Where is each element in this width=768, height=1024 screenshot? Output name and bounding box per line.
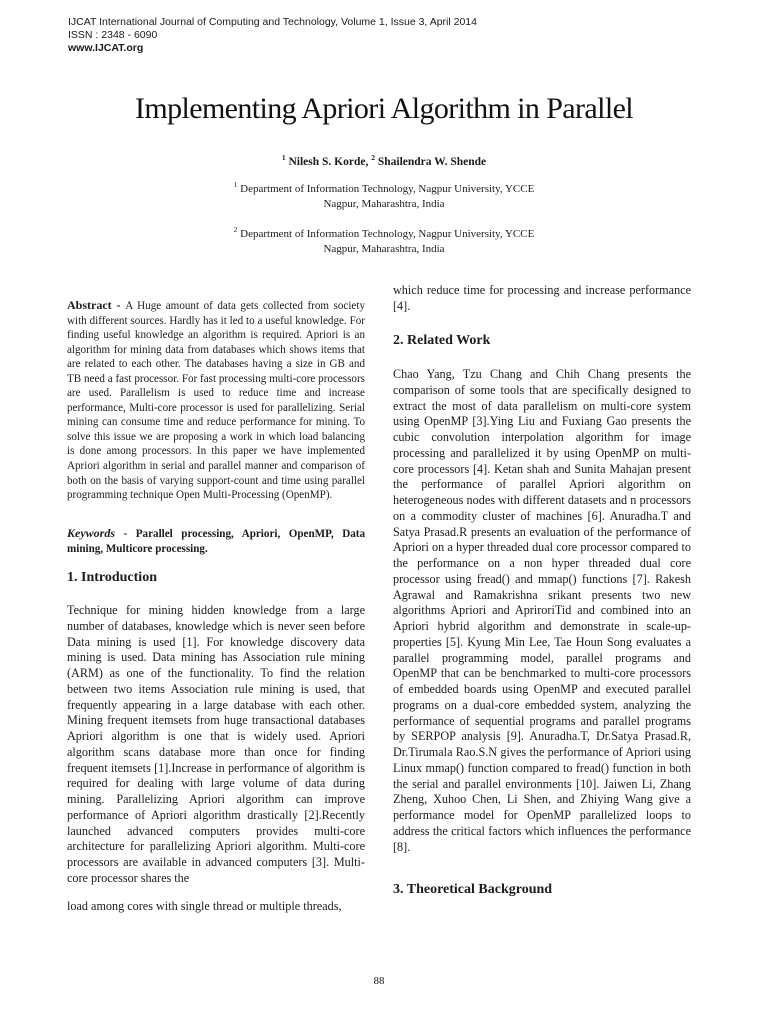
author1: Nilesh S. Korde, [285,156,372,168]
page-number: 88 [373,975,385,987]
section-heading-related-work: 2. Related Work [393,333,491,348]
author1-sup: 1 [281,153,286,162]
keywords-text: Parallel processing, Apriori, OpenMP, Data mining, Multicore processing. [67,528,365,555]
journal-url: www.IJCAT.org [68,42,144,54]
introduction-continued: load among cores with single thread or multiple threads, [67,899,342,913]
paper-title: Implementing Apriori Algorithm in Parallel [134,92,634,125]
section-heading-introduction: 1. Introduction [67,570,157,585]
abstract-label: Abstract [67,298,112,312]
issn: ISSN : 2348 - 6090 [68,29,158,41]
affiliation-1 [0,182,768,212]
journal-name: IJCAT International Journal of Computing and Technology, Volume 1, Issue 3, April 2014 [68,16,477,28]
related-work-text: Chao Yang, Tzu Chang and Chih Chang presents the comparison of some tools that are specifically designed to extract the most of data parallelism on multi-core system using OpenMP [3].Ying Liu and Fuxiang Gao presents the cubic convolution interpolation algorithm for image processing and parallelized it by using OpenMP on multi-core processors [4]. Ketan shah and Sunita Mahajan present the performance of parallel Apriori algorithm on heterogeneous nodes with different datasets and n processors on a commodity cluster of machines [6]. Anuradha.T and Satya Prasad.R presents an evaluation of the performance of Apriori on a hyper threaded dual core processor compared to the performance on a non hyper threaded dual core processor using fread() and mmap() functions [7]. Rakesh Agrawal and Ramakrishna srikant presents two new algorithms Apriori and ApriroriTid and combined into an Apriori hybrid algorithm and demonstrate in scale-up-properties [5]. Kyung Min Lee, Tae Houn Song evaluates a parallel programming model, parallel programs and OpenMP that can be benchmarked to multi-core processors of embedded boards using OpenMP and executed parallel programs on a dual-core embedded system, analyzing the performance of sequential programs and parallel programs by SERPOP analysis [9]. Anuradha.T, Dr.Satya Prasad.R, Dr.Tirumala Rao.S.N gives the performance of Apriori using Linux mmap() function compared to fread() function in both the serial and parallel environments [10]. Jaiwen Li, Zhang Zheng, Xuhoo Chen, Li Shen, and Zhiying Wang give a performance model for OpenMP parallelized loops to address the critical factors which influences the performance [8]. [393,367,691,854]
affiliation-2 [0,227,768,257]
abstract-sep: - [111,298,126,312]
introduction-continued-right: which reduce time for processing and increase performance [4]. [393,283,691,313]
affiliation-1-sup: 1 [233,180,238,189]
authors [0,153,768,168]
abstract-text: A Huge amount of data gets collected from society with different sources. Hardly has it led to a useful knowledge. For finding useful knowledge an algorithm is required. Apriori is an algorithm for mining data from databases which shows items that are related to each other. The databases having a size in GB and TB need a fast processor. For fast processing multi-core processors are used. Parallelism is used to reduce time and increase performance, Multi-core processor is used for parallelizing. Serial mining can consume time and reduce performance for mining. To solve this issue we are proposing a work in which load balancing is done among processors. In this paper we have implemented Apriori algorithm in serial and parallel manner and comparison of both on the basis of varying support-count and time using parallel programming technique Open Multi-Processing (OpenMP). [67,300,365,502]
journal-header [68,16,477,55]
introduction-text: Technique for mining hidden knowledge from a large number of databases, knowledge which is never seen before Data mining is used [1]. For knowledge discovery data mining is used. Data mining has Association rule mining (ARM) as one of the functionality. To find the relation between two items Association rule mining is used, that frequently appearing in a large database with each other. Mining frequent itemsets from huge transactional databases Apriori algorithm is one that is widely used. Apriori algorithm scans database more than once for finding frequent itemsets [1].Increase in performance of algorithm is required for dealing with large volume of data during mining. Parallelizing Apriori algorithm can improve performance of Apriori algorithm drastically [2].Recently launched advanced computers provides multi-core architecture for parallelizing Apriori algorithm. Multi-core processors are available in advanced computers [3]. Multi-core processor shares the [67,603,365,885]
abstract [67,298,365,503]
keywords [67,526,365,556]
affiliation-2-line2: Nagpur, Maharashtra, India [323,243,445,255]
keywords-sep: - [115,528,136,540]
section-heading-theoretical-background: 3. Theoretical Background [393,882,553,897]
affiliation-1-line2: Nagpur, Maharashtra, India [323,198,445,210]
keywords-label: Keywords [67,526,115,540]
affiliation-1-line1: Department of Information Technology, Nagpur University, YCCE [237,183,535,195]
author2-sup: 2 [371,153,375,162]
author2: Shailendra W. Shende [374,156,487,168]
affiliation-2-line1: Department of Information Technology, Nagpur University, YCCE [237,228,535,240]
affiliation-2-sup: 2 [233,225,238,234]
